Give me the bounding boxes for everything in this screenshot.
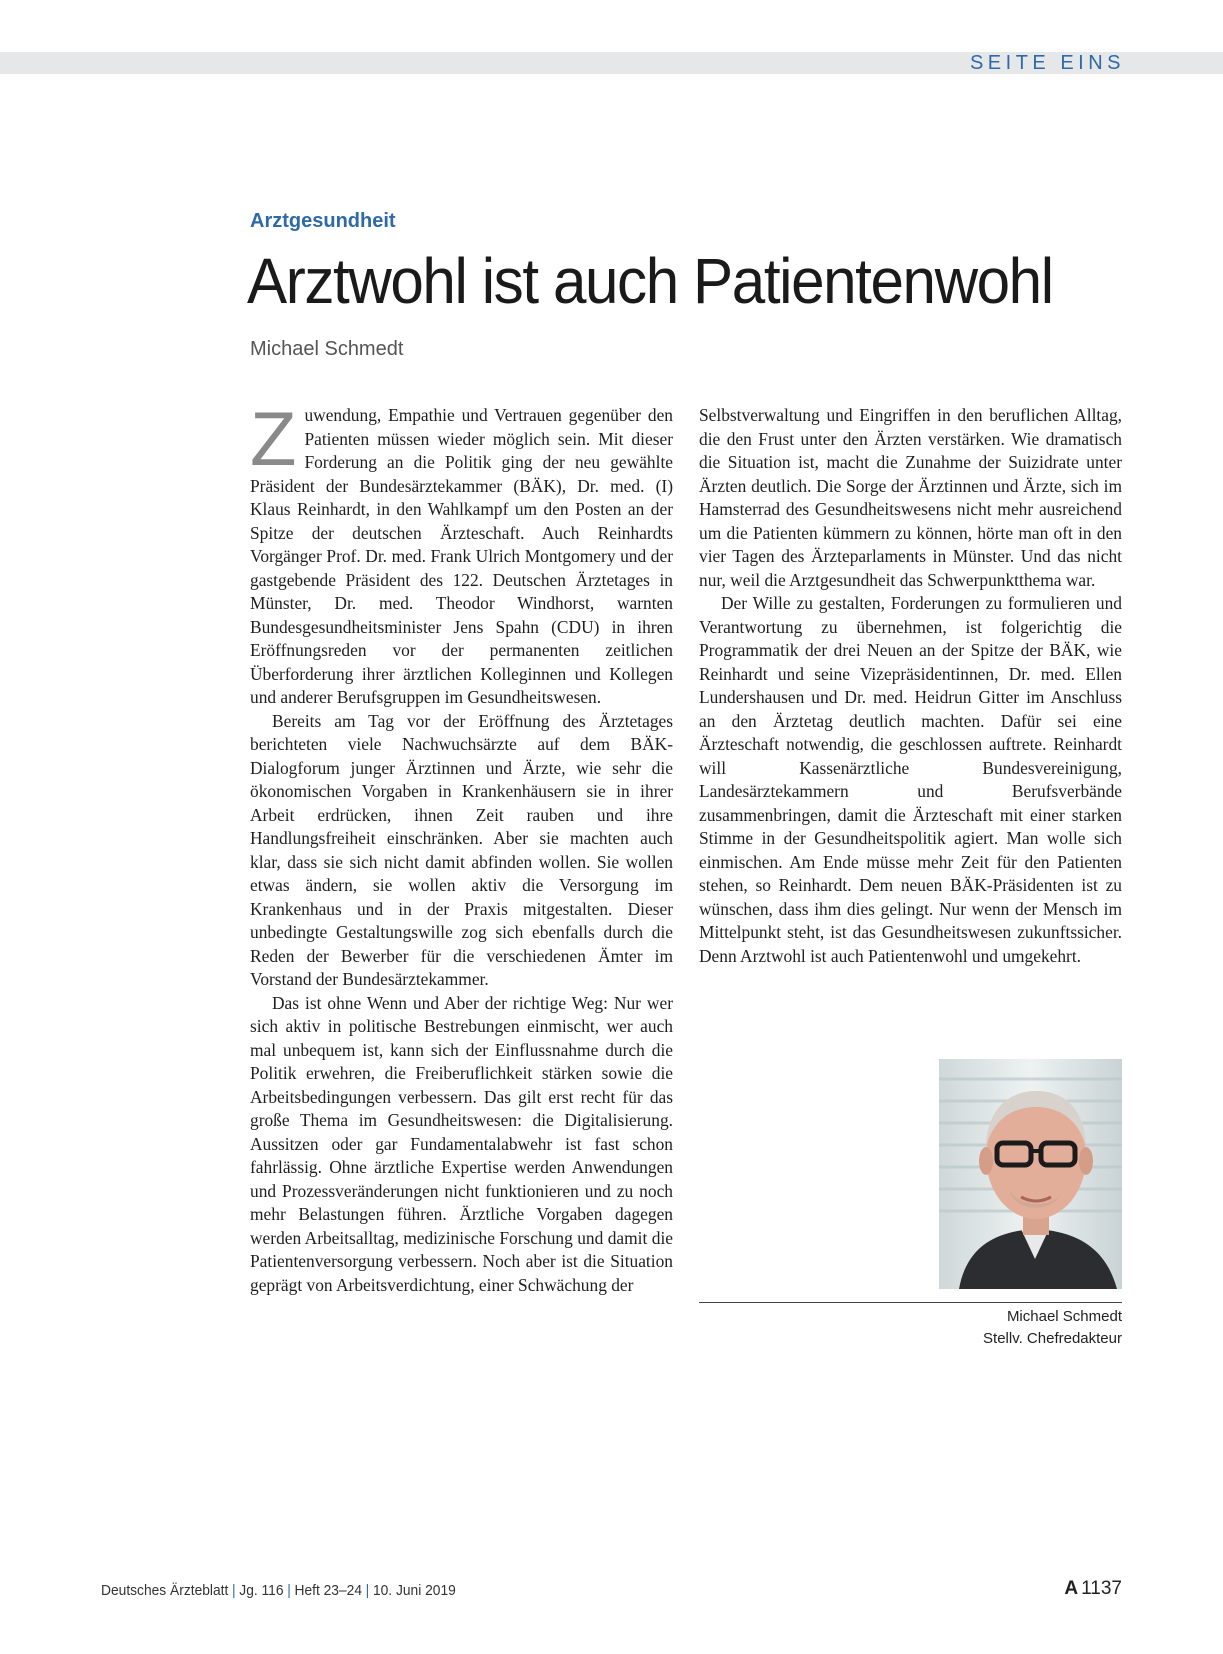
date: 10. Juni 2019: [372, 1582, 456, 1599]
separator: |: [365, 1582, 370, 1599]
article-author: Michael Schmedt: [250, 338, 404, 360]
publication-name: Deutsches Ärzteblatt: [101, 1582, 229, 1599]
page-prefix: A: [1064, 1578, 1079, 1599]
caption-name: Michael Schmedt: [1006, 1308, 1122, 1325]
portrait-illustration: [939, 1059, 1122, 1289]
paragraph: Selbstverwaltung und Eingriffen in den beruflichen Alltag, die den Frust unter den Ärzten verstärken. Wie dramatisch die Situation ist, macht die Zunahme der Suizidrate unter Ärzten deutlich. Die Sorge der Ärztinnen und Ärzte, sich im Hamsterrad des Gesundheitswesens nicht mehr ausreichend um die Patienten kümmern zu können, hörte man oft in den vier Tagen des Ärzteparlaments in Münster. Und das nicht nur, weil die Arztgesundheit das Schwerpunktthema war.: [699, 405, 1122, 590]
paragraph: [250, 397, 673, 710]
caption-divider: [699, 1302, 1122, 1303]
caption-role: Stellv. Chefredakteur: [983, 1330, 1122, 1347]
page-number-value: 1137: [1081, 1578, 1122, 1599]
paragraph: Der Wille zu gestalten, Forderungen zu formulieren und Verantwortung zu übernehmen, ist folgerichtig die Programmatik der drei Neuen an der Spitze der BÄK, wie Reinhardt und seine Vizepräsidentinnen, Dr. med. Ellen Lundershausen und Dr. med. Heidrun Gitter im Anschluss an den Ärztetag deutlich machten. Dafür sei eine Ärzteschaft notwendig, die geschlossen auftrete. Reinhardt will Kassenärztliche Bundesvereinigung, Landesärztekammern und Berufsverbände zusammenbringen, damit die Ärzteschaft mit einer starken Stimme in der Gesundheitspolitik agiert. Man wolle sich einmischen. Am Ende müsse mehr Zeit für den Patienten stehen, so Reinhardt. Dem neuen BÄK-Präsidenten ist zu wünschen, dass ihm dies gelingt. Nur wenn der Mensch im Mittelpunkt steht, ist das Gesundheitswesen zukunftssicher. Denn Arztwohl ist auch Patientenwohl und umgekehrt.: [699, 593, 1122, 966]
photo-caption: [983, 1306, 1122, 1350]
text-column-left: [250, 397, 673, 1297]
paragraph: Das ist ohne Wenn und Aber der richtige Weg: Nur wer sich aktiv in politische Bestrebungen einmischt, wer auch mal unbequem ist, kann sich der Einflussnahme durch die Politik erwehren, die Freiberuflichkeit stärken sowie die Arbeitsbedingungen verbessern. Das gilt erst recht für das große Thema im Gesundheitswesen: die Digitalisierung. Aussitzen oder gar Fundamentalabwehr ist fast schon fahrlässig. Ohne ärztliche Expertise werden Anwendungen und Prozessveränderungen nicht funktionieren und zu noch mehr Belastungen führen. Ärztliche Vorgaben dagegen werden Arbeitsalltag, medizinische Forschung und damit die Patientenversorgung verbessern. Noch aber ist die Situation geprägt von Arbeitsverdichtung, einer Schwächung der: [250, 992, 673, 1295]
drop-cap: Z: [250, 397, 297, 482]
paragraph: Bereits am Tag vor der Eröffnung des Ärztetages berichteten viele Nachwuchsärzte auf dem BÄK-Dialogforum junger Ärztinnen und Ärzte, wie sehr die ökonomischen Vorgaben in Krankenhäusern sie in ihrer Arbeit erdrücken, ihnen Zeit rauben und ihre Handlungsfreiheit einschränken. Aber sie machten auch klar, dass sie sich nicht damit abfinden wollen. Sie wollen etwas ändern, sie wollen aktiv die Versorgung im Krankenhaus und in der Praxis mitgestalten. Dieser unbedingte Gestaltungswille zog sich ebenfalls durch die Reden der Bewerber für die verschiedenen Ämter im Vorstand der Bundesärztekammer.: [250, 710, 673, 989]
issue: Heft 23–24: [294, 1582, 363, 1599]
paragraph-text: uwendung, Empathie und Vertrauen gegenüber den Patienten müssen wieder möglich sein. Mit dieser Forderung an die Politik ging der neu gewählte Präsident der Bundesärztekammer (BÄK), Dr. med. (I) Klaus Reinhardt, in den Wahlkampf um den Posten an der Spitze der deutschen Ärzteschaft. Auch Reinhardts Vorgänger Prof. Dr. med. Frank Ulrich Montgomery und der gastgebende Präsident des 122. Deutschen Ärztetages in Münster, Dr. med. Theodor Windhorst, warnten Bundesgesundheitsminister Jens Spahn (CDU) in ihren Eröffnungsreden vor der permanenten zeitlichen Überforderung ihrer ärztlichen Kolleginnen und Kollegen und anderer Berufsgruppen im Gesundheitswesen.: [250, 405, 673, 707]
section-label: SEITE EINS: [969, 52, 1125, 74]
separator: |: [232, 1582, 236, 1599]
separator: |: [287, 1582, 291, 1599]
author-portrait-photo: [939, 1059, 1122, 1289]
footer-citation: [101, 1582, 456, 1599]
page-number: [1064, 1578, 1122, 1600]
article-title: Arztwohl ist auch Patientenwohl: [247, 245, 1053, 317]
volume: Jg. 116: [239, 1582, 284, 1599]
text-column-right: [699, 404, 1122, 968]
article-kicker: Arztgesundheit: [250, 210, 396, 232]
